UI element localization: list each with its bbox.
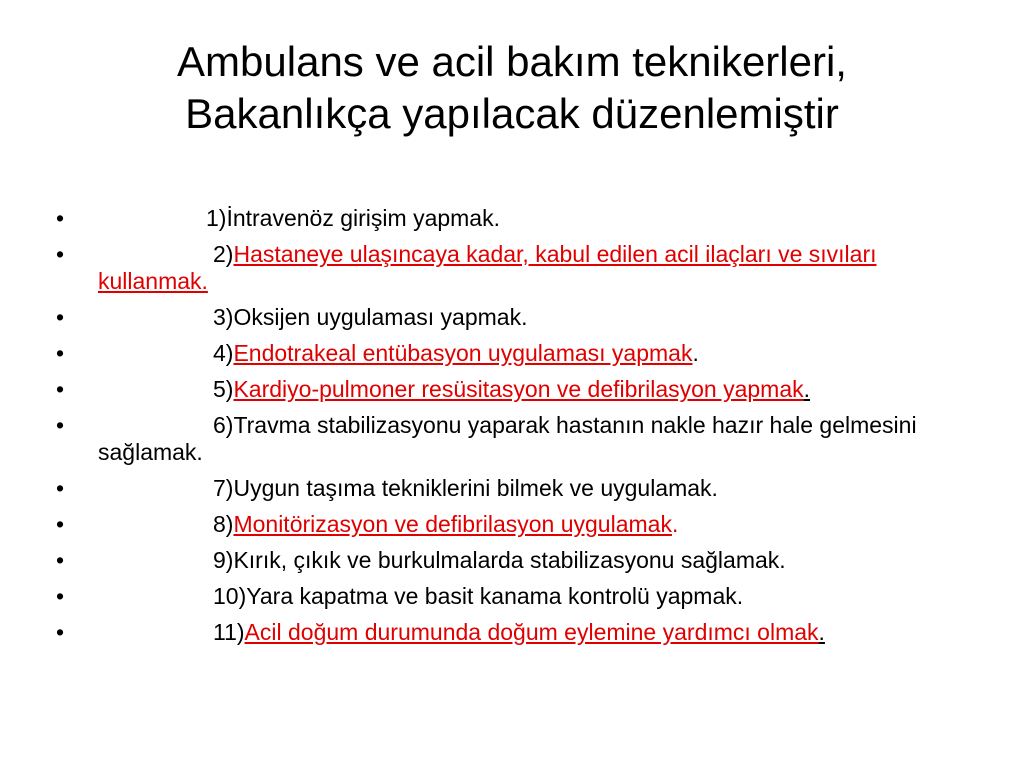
bullet-icon: • (56, 304, 65, 330)
item-number: 8) (213, 511, 234, 537)
item-link[interactable]: Endotrakeal entübasyon uygulaması yapmak (233, 340, 693, 366)
item-tail: . (818, 619, 825, 645)
title-line-1: Ambulans ve acil bakım teknikerleri, (177, 38, 847, 85)
slide-title (40, 36, 984, 140)
item-link[interactable]: Hastaneye ulaşıncaya kadar, kabul edilen acil ilaçları ve sıvıları kullanmak. (98, 241, 877, 294)
item-number: 5) (213, 376, 234, 402)
item-number: 6) (213, 412, 234, 438)
item-tail: . (671, 511, 679, 537)
list-item (56, 376, 956, 403)
item-number: 4) (213, 340, 234, 366)
item-text: Oksijen uygulaması yapmak. (233, 304, 528, 330)
item-link[interactable]: Monitörizasyon ve defibrilasyon uygulamak (233, 511, 672, 537)
bullet-icon: • (56, 583, 65, 609)
item-number: 9) (213, 547, 234, 573)
item-number: 2) (213, 241, 234, 267)
item-number: 7) (213, 475, 234, 501)
bullet-icon: • (56, 241, 65, 267)
item-number: 1) (206, 205, 227, 231)
item-text: Yara kapatma ve basit kanama kontrolü yapmak. (246, 583, 744, 609)
bullet-icon: • (56, 376, 65, 402)
item-number: 10) (213, 583, 247, 609)
bullet-icon: • (56, 340, 65, 366)
item-tail: . (803, 376, 811, 402)
bullet-icon: • (56, 412, 65, 438)
list-item (56, 475, 956, 502)
bullet-icon: • (56, 619, 65, 645)
item-text: Kırık, çıkık ve burkulmalarda stabilizasyonu sağlamak. (233, 547, 786, 573)
title-line-2: Bakanlıkça yapılacak düzenlemiştir (185, 90, 839, 137)
list-item (56, 205, 956, 232)
bullet-icon: • (56, 511, 65, 537)
item-text: Travma stabilizasyonu yaparak hastanın nakle hazır hale gelmesini sağlamak. (98, 412, 917, 465)
bullet-icon: • (56, 547, 65, 573)
item-text: İntravenöz girişim yapmak. (226, 205, 500, 231)
bullet-icon: • (56, 475, 65, 501)
bullet-icon: • (56, 205, 65, 231)
item-tail: . (692, 340, 699, 366)
list-item (56, 583, 956, 610)
item-link[interactable]: Acil doğum durumunda doğum eylemine yardımcı olmak (244, 619, 819, 645)
list-item (56, 241, 956, 295)
item-link[interactable]: Kardiyo-pulmoner resüsitasyon ve defibrilasyon yapmak (233, 376, 804, 402)
item-number: 11) (213, 619, 245, 645)
list-item (56, 412, 956, 466)
item-text: Uygun taşıma tekniklerini bilmek ve uygulamak. (233, 475, 718, 501)
list-item (56, 511, 956, 538)
list-item (56, 547, 956, 574)
list-item (56, 340, 956, 367)
item-number: 3) (213, 304, 234, 330)
bullet-list (56, 205, 956, 655)
list-item (56, 304, 956, 331)
list-item (56, 619, 956, 646)
